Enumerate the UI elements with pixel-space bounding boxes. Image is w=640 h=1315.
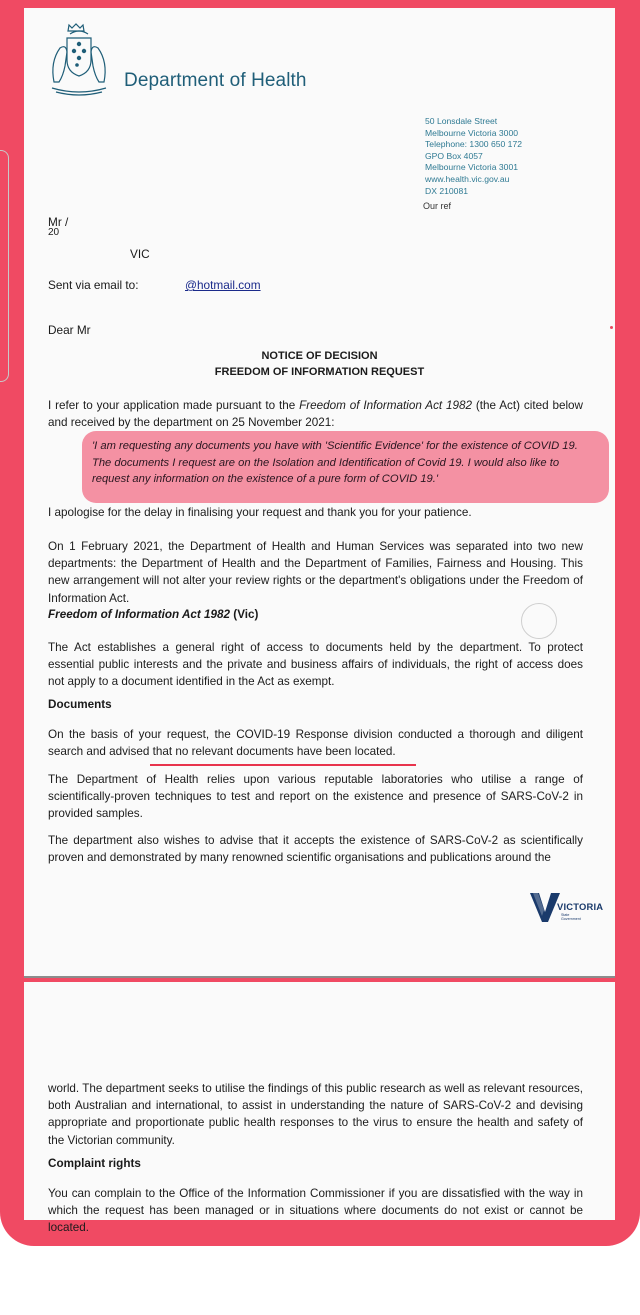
recipient-email-link[interactable]: @hotmail.com: [185, 278, 261, 292]
restructure-paragraph: On 1 February 2021, the Department of Health and Human Services was separated into two new departments: the Department of Health and the Department of Families, Fairness and Housing. This new arrangement will not alter your review rights or the department's obligations under the Freedom of Information Act.: [48, 540, 583, 605]
acceptance-paragraph: The department also wishes to advise that it accepts the existence of SARS-CoV-2 as scientifically proven and demonstrated by many renowned scientific organisations and publications around the: [48, 834, 583, 865]
government-label: Government: [561, 917, 581, 921]
intro-text: I refer to your application made pursuant to the: [48, 399, 300, 412]
recipient-name: Mr /: [48, 215, 69, 229]
notice-title: NOTICE OF DECISION: [261, 350, 378, 362]
sent-via-label: Sent via email to:: [48, 278, 139, 292]
intro-paragraph: [48, 397, 583, 431]
red-underline: [150, 764, 416, 766]
salutation: Dear Mr: [48, 323, 91, 337]
state-label: State: [561, 913, 570, 917]
department-name: Department of Health: [124, 70, 307, 91]
circle-overlay: [521, 603, 557, 639]
side-tab: [0, 150, 9, 382]
complaint-paragraph: You can complain to the Office of the Information Commissioner if you are dissatisfied with the way in which the request has been managed or in situations where documents do not exist or cannot be located.: [48, 1187, 583, 1235]
address-line: Melbourne Victoria 3001: [425, 162, 518, 173]
our-ref: Our ref: [423, 201, 452, 211]
recipient-address: 20: [48, 227, 60, 238]
letter-page-1: [24, 8, 615, 976]
continuation-paragraph: world. The department seeks to utilise the findings of this public research as well as relevant resources, both Australian and international, to assist in understanding the nature of SARS-CoV-2 and devising appropriate and proportionate public health responses to the virus to ensure the health and safety of the Victorian community.: [48, 1082, 583, 1147]
coat-of-arms-icon: [46, 22, 112, 100]
page-divider: [24, 976, 615, 978]
recipient-state: VIC: [130, 247, 150, 261]
notice-subtitle: FREEDOM OF INFORMATION REQUEST: [214, 366, 425, 378]
address-line: GPO Box 4057: [425, 150, 483, 161]
foi-heading-act: Freedom of Information Act 1982: [48, 608, 231, 621]
act-name: Freedom of Information Act 1982: [299, 399, 473, 412]
apology-paragraph: I apologise for the delay in finalising your request and thank you for your patience.: [48, 506, 472, 519]
red-dot: [610, 326, 613, 329]
victoria-wordmark: VICTORIA: [557, 901, 604, 912]
foi-paragraph: The Act establishes a general right of access to documents held by the department. To protect essential public interests and the private and business affairs of individuals, the right of access does not apply to a document identified in the Act as exempt.: [48, 641, 583, 689]
address-line: 50 Lonsdale Street: [425, 116, 498, 126]
address-line: Melbourne Victoria 3000: [425, 127, 518, 138]
state-government-text: [561, 913, 581, 921]
address-block: [425, 116, 522, 197]
letter-page-2: [24, 982, 615, 1235]
address-line: www.health.vic.gov.au: [425, 173, 510, 184]
intro-text-cont: (the Act) cited below and received by the department on 25 November 2021:: [48, 399, 583, 430]
laboratories-paragraph: The Department of Health relies upon various reputable laboratories who utilise a range of scientifically-proven techniques to test and report on the existence and presence of SARS-CoV-2 in provided samples.: [48, 773, 583, 821]
request-quote: 'I am requesting any documents you have with 'Scientific Evidence' for the existence of COVID 19. The documents I request are on the Isolation and Identification of Covid 19. I would also like to request any information on the existence of a pure form of COVID 19.': [92, 440, 578, 486]
address-line: DX 210081: [425, 185, 469, 196]
complaint-heading: Complaint rights: [48, 1157, 141, 1170]
documents-heading: Documents: [48, 698, 112, 711]
documents-paragraph: On the basis of your request, the COVID-19 Response division conducted a thorough and diligent search and advised that no relevant documents have been located.: [48, 728, 583, 759]
address-line: Telephone: 1300 650 172: [425, 139, 523, 150]
foi-heading-suffix: (Vic): [230, 608, 259, 621]
foi-heading: [48, 608, 258, 621]
